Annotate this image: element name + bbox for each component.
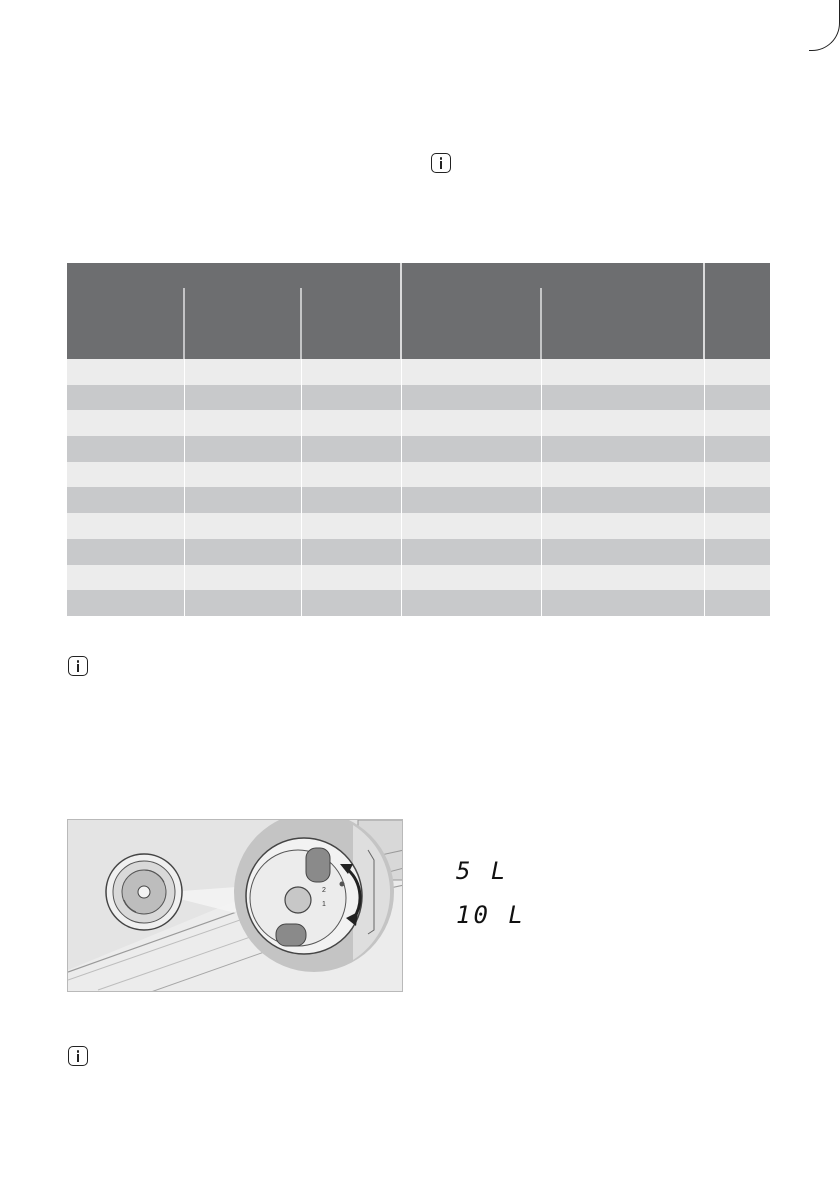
info-icon <box>68 656 88 676</box>
table-row <box>67 487 770 513</box>
table-row <box>67 565 770 591</box>
svg-text:2: 2 <box>322 887 326 894</box>
table-row <box>67 410 770 436</box>
table-row <box>67 462 770 488</box>
dial-illustration <box>68 820 403 992</box>
table-header-cell <box>301 263 401 359</box>
table-row <box>67 539 770 565</box>
settings-table <box>67 263 770 616</box>
illustration-dial-figure <box>67 819 403 992</box>
table-header-cell <box>541 263 704 359</box>
table-row <box>67 385 770 411</box>
table-header-row <box>67 263 770 359</box>
table-header-cell <box>401 263 541 359</box>
table-row <box>67 513 770 539</box>
display-code-10l: 10 L <box>456 901 526 929</box>
info-icon <box>68 1046 88 1066</box>
svg-text:1: 1 <box>322 901 326 908</box>
table-row <box>67 436 770 462</box>
table-header-cell <box>704 263 770 359</box>
info-icon <box>431 153 451 173</box>
table-row <box>67 590 770 616</box>
table-row <box>67 359 770 385</box>
table-header-cell <box>67 263 184 359</box>
table-header-cell <box>184 263 301 359</box>
display-code-5l: 5 L <box>456 857 509 885</box>
page-edge-decoration <box>809 0 840 51</box>
